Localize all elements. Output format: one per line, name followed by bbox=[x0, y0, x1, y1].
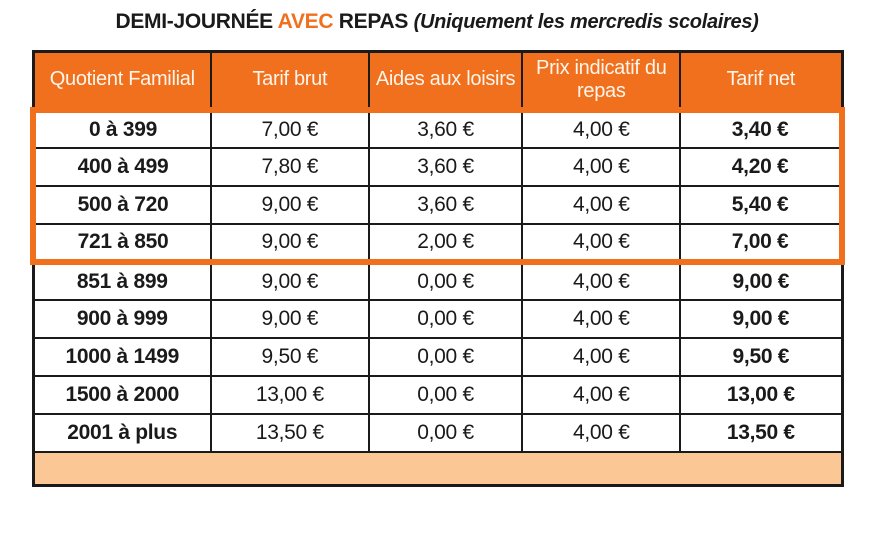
tarif-brut-cell: 9,00 € bbox=[211, 300, 369, 338]
aides-cell: 0,00 € bbox=[369, 414, 523, 452]
header-row bbox=[33, 52, 842, 110]
footer-row bbox=[33, 452, 842, 486]
aides-cell: 3,60 € bbox=[369, 110, 523, 148]
header-aides-aux-loisirs: Aides aux loisirs bbox=[369, 52, 523, 110]
table-row bbox=[33, 148, 842, 186]
repas-cell: 4,00 € bbox=[522, 110, 680, 148]
quotient-cell: 400 à 499 bbox=[33, 148, 211, 186]
tarif-brut-cell: 13,00 € bbox=[211, 376, 369, 414]
aides-cell: 3,60 € bbox=[369, 186, 523, 224]
quotient-cell: 0 à 399 bbox=[33, 110, 211, 148]
title-highlight-word: AVEC bbox=[277, 10, 334, 33]
repas-cell: 4,00 € bbox=[522, 148, 680, 186]
tarif-brut-cell: 9,00 € bbox=[211, 224, 369, 262]
header-prix-indicatif-repas: Prix indicatif du repas bbox=[522, 52, 680, 110]
tarif-brut-cell: 7,80 € bbox=[211, 148, 369, 186]
title-subtitle: (Uniquement les mercredis scolaires) bbox=[413, 11, 759, 33]
title-part1: DEMI-JOURNÉE bbox=[115, 10, 273, 33]
aides-cell: 3,60 € bbox=[369, 148, 523, 186]
header-tarif-net: Tarif net bbox=[680, 52, 842, 110]
repas-cell: 4,00 € bbox=[522, 338, 680, 376]
tarif-brut-cell: 9,00 € bbox=[211, 262, 369, 300]
repas-cell: 4,00 € bbox=[522, 186, 680, 224]
tarif-net-cell: 7,00 € bbox=[680, 224, 842, 262]
header-tarif-brut: Tarif brut bbox=[211, 52, 369, 110]
repas-cell: 4,00 € bbox=[522, 376, 680, 414]
quotient-cell: 500 à 720 bbox=[33, 186, 211, 224]
quotient-cell: 1500 à 2000 bbox=[33, 376, 211, 414]
table-header bbox=[33, 52, 842, 110]
tariff-table bbox=[30, 50, 845, 487]
tarif-brut-cell: 9,50 € bbox=[211, 338, 369, 376]
table-row bbox=[33, 262, 842, 300]
header-quotient-familial: Quotient Familial bbox=[33, 52, 211, 110]
tarif-net-cell: 4,20 € bbox=[680, 148, 842, 186]
tarif-net-cell: 9,00 € bbox=[680, 262, 842, 300]
page-title bbox=[0, 10, 874, 34]
aides-cell: 0,00 € bbox=[369, 376, 523, 414]
aides-cell: 0,00 € bbox=[369, 338, 523, 376]
quotient-cell: 1000 à 1499 bbox=[33, 338, 211, 376]
table-row bbox=[33, 376, 842, 414]
quotient-cell: 851 à 899 bbox=[33, 262, 211, 300]
tarif-net-cell: 13,50 € bbox=[680, 414, 842, 452]
repas-cell: 4,00 € bbox=[522, 300, 680, 338]
aides-cell: 0,00 € bbox=[369, 300, 523, 338]
table-body bbox=[33, 110, 842, 486]
tarif-net-cell: 3,40 € bbox=[680, 110, 842, 148]
aides-cell: 0,00 € bbox=[369, 262, 523, 300]
tarif-net-cell: 5,40 € bbox=[680, 186, 842, 224]
table-row bbox=[33, 224, 842, 262]
table-row bbox=[33, 300, 842, 338]
quotient-cell: 900 à 999 bbox=[33, 300, 211, 338]
repas-cell: 4,00 € bbox=[522, 414, 680, 452]
repas-cell: 4,00 € bbox=[522, 224, 680, 262]
table-row bbox=[33, 338, 842, 376]
tarif-brut-cell: 13,50 € bbox=[211, 414, 369, 452]
tarif-net-cell: 9,00 € bbox=[680, 300, 842, 338]
quotient-cell: 721 à 850 bbox=[33, 224, 211, 262]
tarif-brut-cell: 9,00 € bbox=[211, 186, 369, 224]
table-row bbox=[33, 414, 842, 452]
repas-cell: 4,00 € bbox=[522, 262, 680, 300]
tarif-net-cell: 9,50 € bbox=[680, 338, 842, 376]
aides-cell: 2,00 € bbox=[369, 224, 523, 262]
tarif-brut-cell: 7,00 € bbox=[211, 110, 369, 148]
tarif-net-cell: 13,00 € bbox=[680, 376, 842, 414]
title-part2: REPAS bbox=[338, 10, 409, 33]
table-row bbox=[33, 186, 842, 224]
table-row bbox=[33, 110, 842, 148]
quotient-cell: 2001 à plus bbox=[33, 414, 211, 452]
footer-band bbox=[33, 452, 842, 486]
